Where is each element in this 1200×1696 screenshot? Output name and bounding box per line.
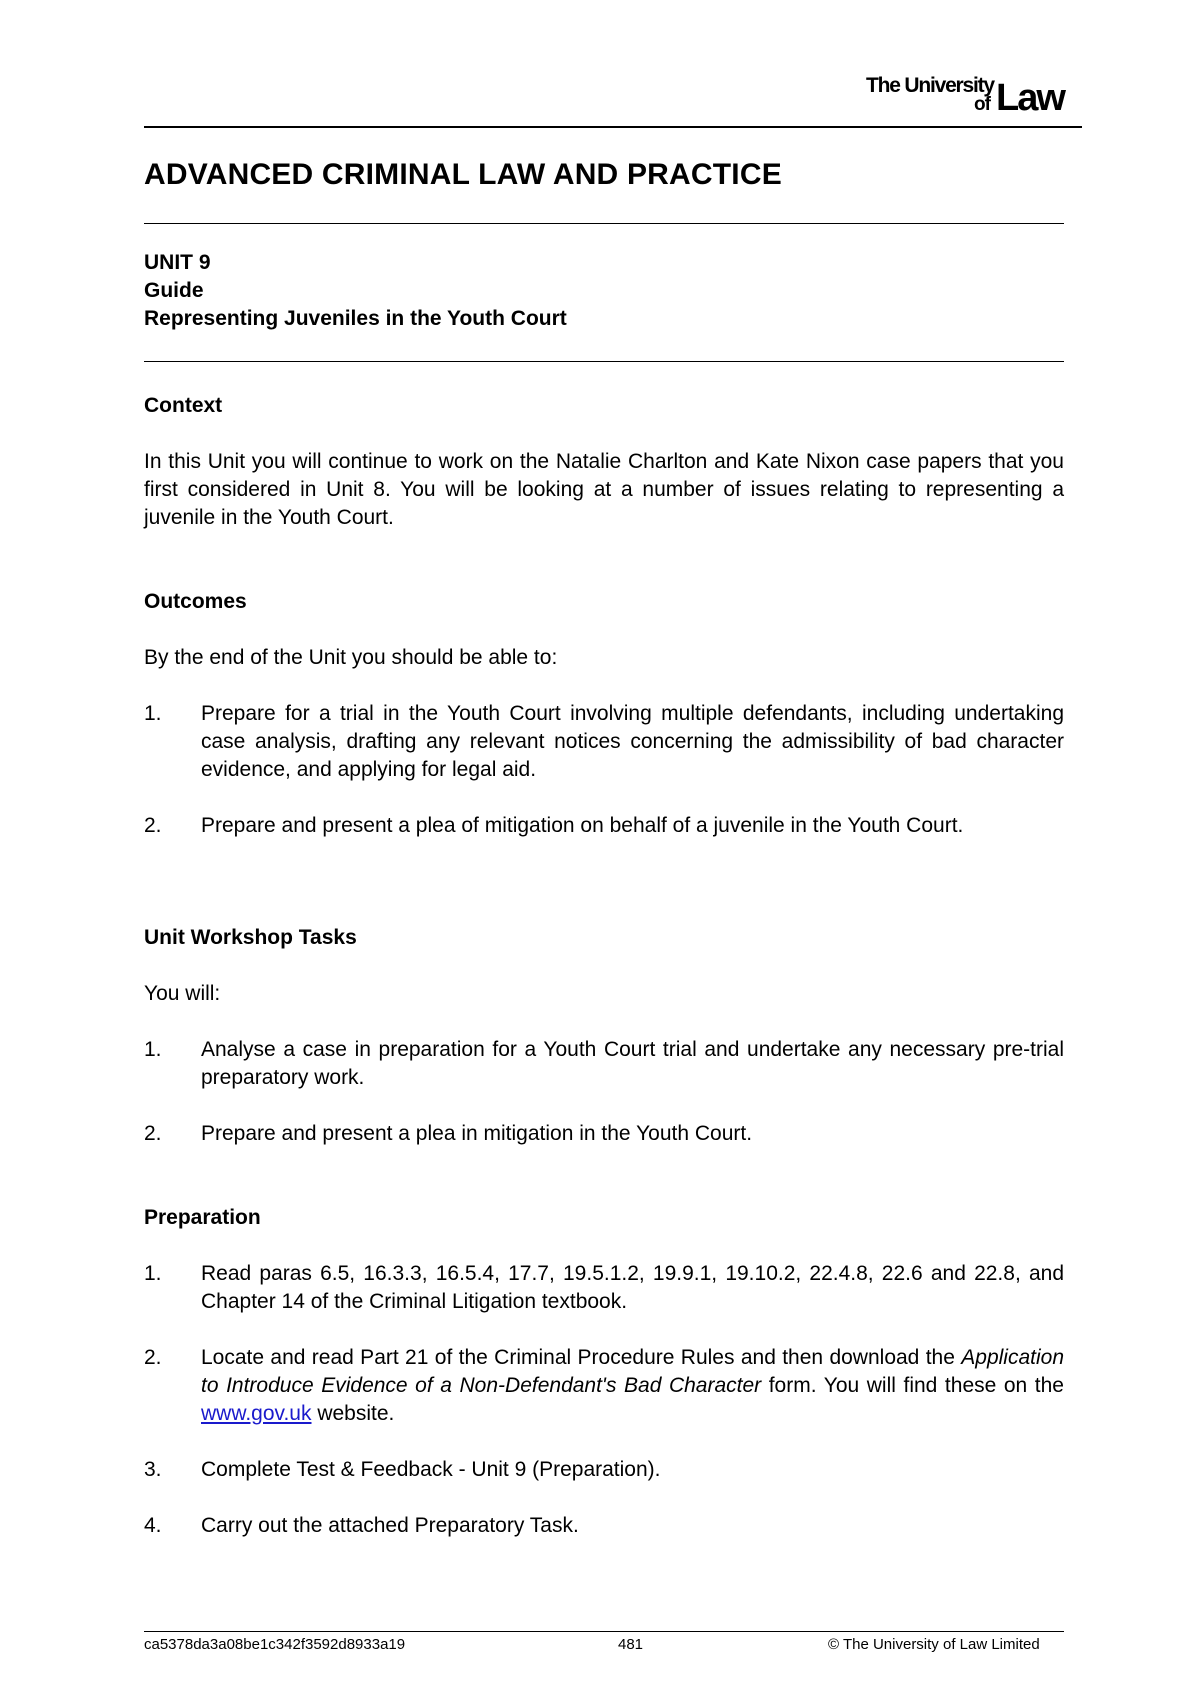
footer-page-number: 481 (618, 1636, 644, 1653)
preparation-item-2-text-start: Locate and read Part 21 of the Criminal Procedure Rules and then download the (201, 1346, 962, 1369)
preparation-item-1-text: Read paras 6.5, 16.3.3, 16.5.4, 17.7, 19.5.1.2, 19.9.1, 19.10.2, 22.4.8, 22.6 and 22.8, and Chapter 14 of the Criminal Litigation textbook. (201, 1262, 1064, 1313)
unit-number: UNIT 9 (144, 251, 211, 274)
preparation-item-4-number: 4. (144, 1514, 162, 1537)
logo-line-3: Law (996, 77, 1064, 119)
university-logo (866, 74, 1070, 118)
unit-subject: Representing Juveniles in the Youth Court (144, 307, 567, 330)
preparation-item-2-text-mid: form. You will find these on the (761, 1374, 1064, 1397)
unit-type: Guide (144, 279, 204, 302)
outcomes-intro: By the end of the Unit you should be able to: (144, 646, 558, 669)
outcome-item-1-number: 1. (144, 702, 162, 725)
preparation-item-4-text: Carry out the attached Preparatory Task. (201, 1514, 579, 1537)
preparation-item-3 (144, 1456, 1064, 1484)
page-title: ADVANCED CRIMINAL LAW AND PRACTICE (144, 158, 782, 191)
workshop-heading: Unit Workshop Tasks (144, 926, 357, 949)
unit-divider (144, 361, 1064, 362)
title-divider (144, 223, 1064, 224)
gov-uk-link[interactable]: www.gov.uk (201, 1402, 312, 1425)
outcome-item-1-text: Prepare for a trial in the Youth Court involving multiple defendants, including undertaking case analysis, drafting any relevant notices concerning the admissibility of bad character evidence, and applying for legal aid. (201, 702, 1064, 781)
workshop-intro: You will: (144, 982, 221, 1005)
header-divider (144, 126, 1082, 128)
outcome-item-2-text: Prepare and present a plea of mitigation on behalf of a juvenile in the Youth Court. (201, 814, 964, 837)
workshop-item-2 (144, 1120, 1064, 1148)
context-text: In this Unit you will continue to work on the Natalie Charlton and Kate Nixon case papers that you first considered in Unit 8. You will be looking at a number of issues relating to representing a juvenile in the Youth Court. (144, 450, 1064, 529)
preparation-item-3-number: 3. (144, 1458, 162, 1481)
workshop-item-2-number: 2. (144, 1122, 162, 1145)
outcome-item-2 (144, 812, 1064, 840)
outcome-item-1 (144, 700, 1064, 784)
form-title: Application to Introduce Evidence of a Non-Defendant's Bad Character (201, 1346, 1064, 1397)
unit-info (144, 249, 1064, 333)
outcomes-heading: Outcomes (144, 590, 247, 613)
footer-divider (144, 1631, 1064, 1632)
preparation-item-3-text: Complete Test & Feedback - Unit 9 (Preparation). (201, 1458, 661, 1481)
preparation-item-2 (144, 1344, 1064, 1428)
logo-line-1: The University (866, 74, 994, 97)
outcome-item-2-number: 2. (144, 814, 162, 837)
workshop-item-1-number: 1. (144, 1038, 162, 1061)
preparation-item-2-number: 2. (144, 1346, 162, 1369)
preparation-item-1-number: 1. (144, 1262, 162, 1285)
preparation-item-2-text (201, 1344, 1064, 1428)
preparation-item-2-text-end: website. (311, 1402, 395, 1425)
preparation-item-4 (144, 1512, 1064, 1540)
workshop-item-2-text: Prepare and present a plea in mitigation in the Youth Court. (201, 1122, 753, 1145)
workshop-item-1-text: Analyse a case in preparation for a Youth Court trial and undertake any necessary pre-trial preparatory work. (201, 1038, 1064, 1089)
logo-line-2: of (974, 94, 990, 115)
footer-copyright: © The University of Law Limited (828, 1636, 1040, 1653)
context-heading: Context (144, 394, 223, 417)
footer-doc-id: ca5378da3a08be1c342f3592d8933a19 (144, 1636, 406, 1653)
workshop-item-1 (144, 1036, 1064, 1092)
preparation-heading: Preparation (144, 1206, 261, 1229)
preparation-item-1 (144, 1260, 1064, 1316)
